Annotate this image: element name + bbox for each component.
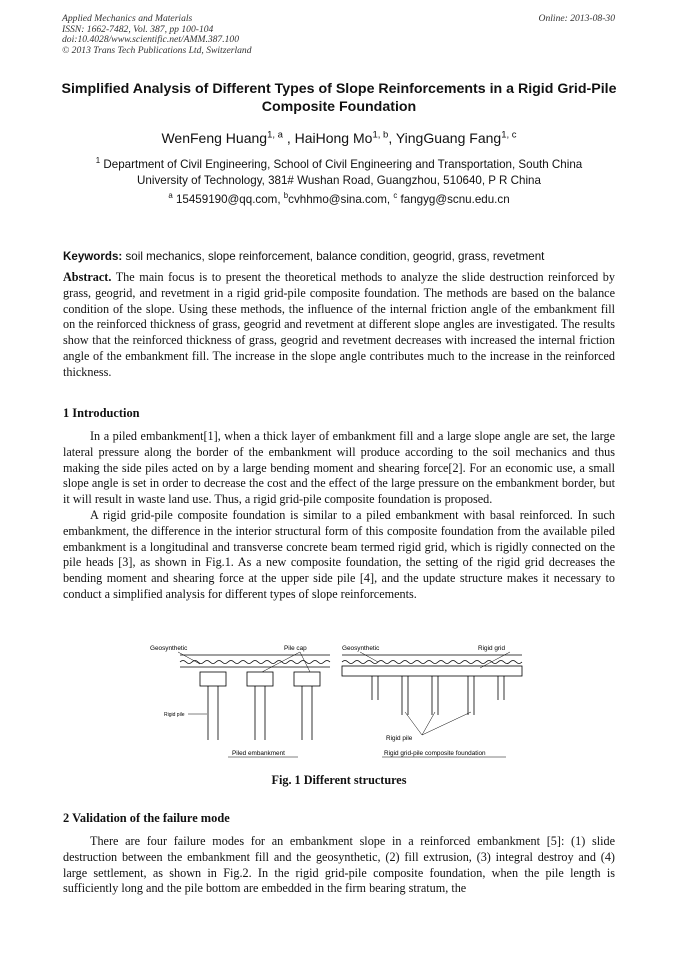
journal-name: Applied Mechanics and Materials <box>62 13 193 24</box>
author-sup: 1, b <box>372 129 389 141</box>
email-link[interactable]: 15459190@qq.com, <box>175 193 284 206</box>
keywords <box>63 250 623 263</box>
section-heading-1: 1 Introduction <box>63 406 140 420</box>
pile-cap <box>200 672 226 686</box>
fig-label: Rigid grid-pile composite foundation <box>384 750 486 757</box>
fig-label: Rigid pile <box>386 735 413 742</box>
author-sep: , <box>388 130 396 146</box>
email-list <box>0 193 678 206</box>
abstract-label: Abstract. <box>63 270 112 284</box>
issn-line: ISSN: 1662-7482, Vol. 387, pp 100-104 <box>62 23 214 35</box>
rigid-grid-pile-diagram <box>342 652 522 757</box>
affiliation-line-2: University of Technology, 381# Wushan Road, Guangzhou, 510640, P R China <box>137 174 541 187</box>
geosynthetic-layer <box>342 661 522 664</box>
fig-label: Rigid grid <box>478 645 505 652</box>
keywords-label: Keywords: <box>63 250 123 263</box>
online-date: Online: 2013-08-30 <box>538 13 615 24</box>
keywords-text: soil mechanics, slope reinforcement, balance condition, geogrid, grass, revetment <box>122 250 545 263</box>
email-sup: c <box>393 191 398 201</box>
author-name: YingGuang Fang <box>395 130 502 146</box>
figure-caption: Fig. 1 Different structures <box>271 773 407 787</box>
section-1-body <box>63 429 615 603</box>
affiliation <box>60 157 618 189</box>
email-link[interactable]: fangyg@scnu.edu.cn <box>400 193 510 206</box>
fig-label: Geosynthetic <box>150 645 188 652</box>
paragraph: In a piled embankment[1], when a thick layer of embankment fill and a large slope angle are set, the large lateral pressure along the border of the embankment will produce according to the soil mechanics and thus making the side piles acted on by a large bending moment and shearing force[2]. For an economic use, a small slope angle is set in order to decrease the cost and the effect of the large pressure on the embankment border, but it will result in waste land use. Thus, a rigid grid-pile composite foundation is proposed. <box>63 429 615 507</box>
author-sup: 1, c <box>501 129 517 141</box>
section-2-body <box>63 834 615 897</box>
pile-cap <box>294 672 320 686</box>
fig-label: Rigid pile <box>164 712 185 718</box>
paper-title: Simplified Analysis of Different Types of Slope Reinforcements in a Rigid Grid-Pile Composite Foundation <box>61 81 617 115</box>
section-heading-2: 2 Validation of the failure mode <box>63 811 230 825</box>
fig-label: Geosynthetic <box>342 645 380 652</box>
fig-label: Piled embankment <box>232 750 285 757</box>
author-name: WenFeng Huang <box>161 130 268 146</box>
affiliation-line-1: Department of Civil Engineering, School of Civil Engineering and Transportation, South China <box>103 158 583 171</box>
abstract-text: The main focus is to present the theoretical methods to analyze the slide destruction reinforced by grass, geogrid, and revetment in a rigid grid-pile composite foundation. The methods are based on the balance condition of the slope. Using these methods, the influence of the internal friction angle of the embankment fill on the reinforced thickness of grass, geogrid and revetment at different slope angles are investigated. The results show that the reinforced thickness of grass, geogrid and revetment decreases with increased the internal friction angle of the embankment fill. The increase in the slope angle contributes much to the increase in the reinforced thickness. <box>63 270 615 379</box>
paragraph: There are four failure modes for an embankment slope in a reinforced embankment [5]: (1) slide destruction between the embankment fill and the geosynthetic, (2) fill extrusion, (3) integral destroy and (4) large settlement, as shown in Fig.2. In the rigid grid-pile composite foundation, when the pile length is sufficiently long and the pile bottom are embedded in the firm bearing stratum, the <box>63 834 615 896</box>
doi-line: doi:10.4028/www.scientific.net/AMM.387.100 <box>62 34 240 46</box>
email-link[interactable]: cvhhmo@sina.com, <box>288 193 394 206</box>
author-sup: 1, a <box>267 129 283 141</box>
piled-embankment-diagram <box>178 652 330 757</box>
affiliation-sup: 1 <box>95 156 101 166</box>
rigid-grid <box>342 666 522 676</box>
author-name: HaiHong Mo <box>294 130 373 146</box>
email-sup: b <box>283 191 289 201</box>
abstract <box>63 270 615 381</box>
copyright-line: © 2013 Trans Tech Publications Ltd, Switzerland <box>62 44 252 56</box>
fig-label: Pile cap <box>284 645 307 652</box>
paragraph: A rigid grid-pile composite foundation is similar to a piled embankment with basal reinforced. In such embankment, the difference in the interior structural form of this composite foundation from the available piled embankment is a longitudinal and transverse concrete beam termed rigid grid, which is rigidly connected on the pile heads [3], as shown in Fig.1. As a new composite foundation, the setting of the rigid grid decreases the bending moment and shearing force at the upper side pile [4], and the update structure makes it necessary to conduct a simplified analysis for different types of slope reinforcements. <box>63 507 615 601</box>
journal-header <box>62 14 252 56</box>
email-sup: a <box>168 191 173 201</box>
pile-cap <box>247 672 273 686</box>
author-list <box>0 130 678 146</box>
author-sep: , <box>282 130 295 146</box>
figure-1 <box>150 640 530 765</box>
geosynthetic-layer <box>180 661 330 664</box>
